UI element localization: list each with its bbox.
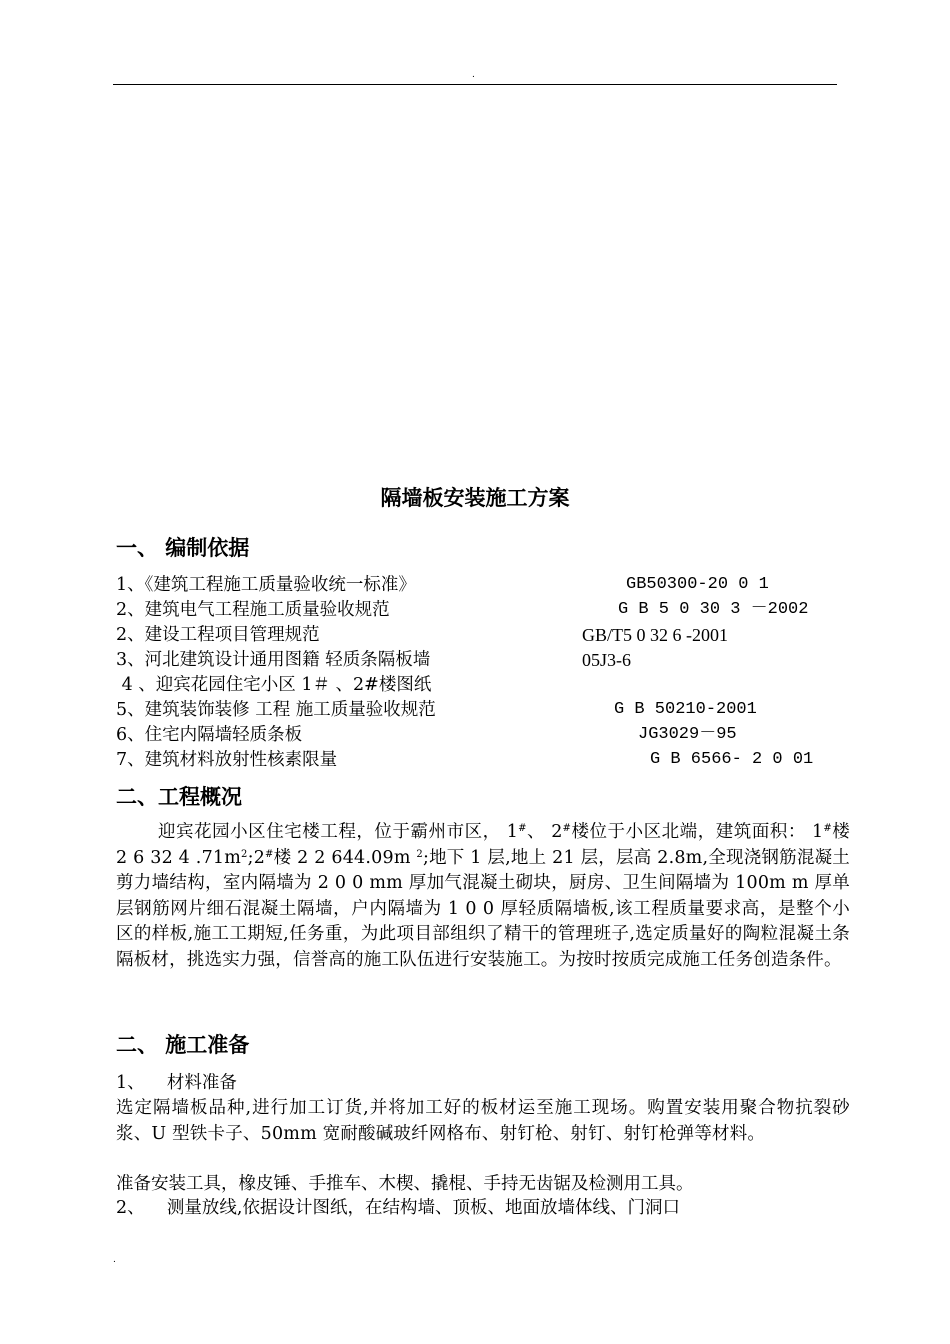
reference-text: 1、《建筑工程施工质量验收统一标准》 [116,575,416,595]
header-rule [113,84,837,85]
section-heading-basis: 一、 编制依据 [116,536,250,560]
section-heading-preparation: 二、 施工准备 [116,1033,250,1057]
reference-code: GB/T5 0 32 6 -2001 [582,625,728,645]
reference-item [116,673,846,697]
reference-item [116,748,846,772]
document-title: 隔墙板安装施工方案 [380,486,570,510]
reference-text: 4 、迎宾花园住宅小区 1＃ 、2#楼图纸 [116,675,432,695]
section-heading-overview: 二、工程概况 [116,785,242,809]
reference-text: 6、住宅内隔墙轻质条板 [116,725,303,745]
overview-paragraph: 迎宾花园小区住宅楼工程，位于霸州市区， 1#、 2#楼位于小区北端，建筑面积： 1#楼 2 6 32 4 $.71m^2;2^{\#}$楼 2 2 644.09m $^2$;地下 1 层,地上 21 层，层高 2.8m,全现浇钢筋混凝土剪力墙结构，室内隔墙为 2 0 0 mm 厚加气混凝土砌块，厨房、卫生间隔墙为 100m m 厚单层钢筋网片细石混凝土隔墙，户内隔墙为 1 0 0 厚轻质隔墙板,该工程质量要求高，是整个小区的样板,施工工期短,任务重，为此项目部组织了精干的管理班子,选定质量好的陶粒混凝土条隔板材，挑选实力强，信誉高的施工队伍进行安装施工。为按时按质完成施工任务创造条件。 [116,822,851,970]
reference-text: 2、建设工程项目管理规范 [116,625,320,645]
reference-code: 05J3-6 [582,650,631,670]
reference-text: 3、河北建筑设计通用图籍 轻质条隔板墙 [116,650,431,670]
reference-code: G B 6566- 2 0 01 [650,750,814,769]
prep-item-materials: 1、 材料准备 [116,1073,237,1093]
reference-text: 2、建筑电气工程施工质量验收规范 [116,600,390,620]
reference-code: GB50300-20 0 1 [626,575,769,594]
reference-item [116,573,846,597]
reference-item [116,598,846,622]
reference-item [116,623,846,647]
reference-item [116,723,846,747]
reference-item [116,698,846,722]
header-mark: . [472,70,475,80]
prep-item-survey: 2、 测量放线,依据设计图纸，在结构墙、顶板、地面放墙体线、门洞口 [116,1198,680,1218]
reference-code: G B 5 0 30 3 －2002 [618,600,809,619]
materials-paragraph: 选定隔墙板品种,进行加工订货,并将加工好的板材运至施工现场。购置安装用聚合物抗裂砂浆、U 型铁卡子、50mm 宽耐酸碱玻纤网格布、射钉枪、射钉、射钉枪弹等材料。 [116,1098,850,1144]
reference-text: 7、建筑材料放射性核素限量 [116,750,338,770]
tools-line: 准备安装工具，橡皮锤、手推车、木楔、撬棍、手持无齿锯及检测用工具。 [116,1174,694,1194]
reference-code: JG3029－95 [638,725,737,744]
reference-code: G B 50210-2001 [614,700,757,719]
reference-item [116,648,846,672]
reference-text: 5、建筑装饰装修 工程 施工质量验收规范 [116,700,436,720]
footer-mark: . [113,1255,116,1265]
